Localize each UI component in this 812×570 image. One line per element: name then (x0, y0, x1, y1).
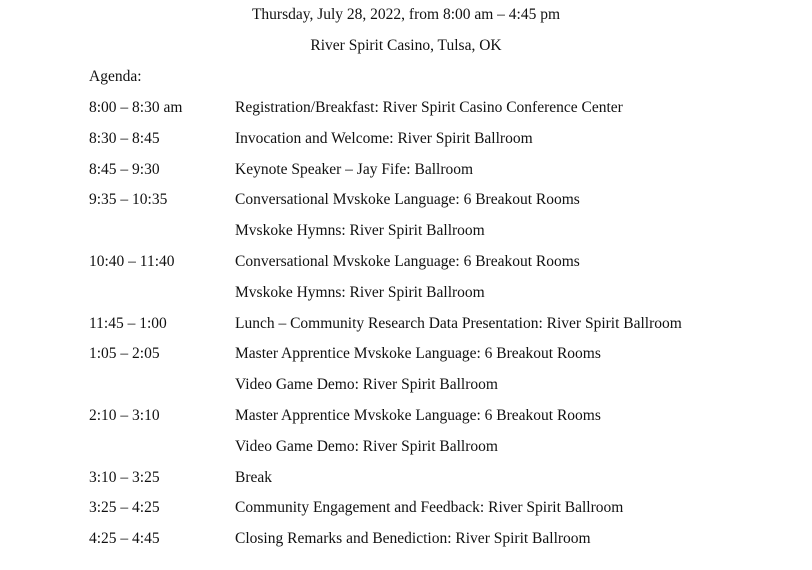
agenda-row (89, 221, 799, 252)
agenda-item: Mvskoke Hymns: River Spirit Ballroom (235, 222, 485, 240)
agenda-item: Lunch – Community Research Data Presentation: River Spirit Ballroom (235, 314, 682, 332)
agenda-item: Conversational Mvskoke Language: 6 Breakout Rooms (235, 191, 580, 209)
event-date-line: Thursday, July 28, 2022, from 8:00 am – 4:45 pm (251, 6, 561, 23)
agenda-row (89, 160, 799, 191)
agenda-time: 2:10 – 3:10 (89, 406, 160, 424)
agenda-time: 10:40 – 11:40 (89, 252, 175, 270)
agenda-item: Registration/Breakfast: River Spirit Casino Conference Center (235, 99, 623, 116)
agenda-row (89, 129, 799, 160)
agenda-time: 8:45 – 9:30 (89, 160, 160, 178)
agenda-row (89, 252, 799, 283)
agenda-row (89, 190, 799, 221)
agenda-row (89, 498, 799, 529)
agenda-item: Video Game Demo: River Spirit Ballroom (235, 437, 498, 455)
agenda-row (89, 437, 799, 468)
agenda-row (89, 406, 799, 437)
agenda-time: 3:10 – 3:25 (89, 468, 160, 486)
agenda-time: 4:25 – 4:45 (89, 530, 160, 548)
agenda-item: Break (235, 468, 273, 486)
agenda-row (89, 529, 799, 560)
agenda-time: 8:30 – 8:45 (89, 129, 160, 147)
agenda-item: Closing Remarks and Benediction: River Spirit Ballroom (235, 530, 591, 548)
agenda-row (89, 468, 799, 499)
agenda-item: Mvskoke Hymns: River Spirit Ballroom (235, 283, 485, 301)
agenda-label: Agenda: (89, 68, 142, 85)
event-venue-line: River Spirit Casino, Tulsa, OK (310, 37, 502, 54)
agenda-row (89, 314, 799, 345)
agenda-item: Keynote Speaker – Jay Fife: Ballroom (235, 160, 474, 178)
agenda-item: Community Engagement and Feedback: River Spirit Ballroom (235, 499, 624, 517)
agenda-time: 9:35 – 10:35 (89, 191, 168, 209)
agenda-row (89, 344, 799, 375)
agenda-item: Conversational Mvskoke Language: 6 Breakout Rooms (235, 252, 580, 270)
agenda-time: 11:45 – 1:00 (89, 314, 167, 332)
agenda-item: Master Apprentice Mvskoke Language: 6 Breakout Rooms (235, 345, 601, 363)
agenda-row (89, 375, 799, 406)
agenda-item: Master Apprentice Mvskoke Language: 6 Breakout Rooms (235, 406, 601, 424)
agenda-item: Video Game Demo: River Spirit Ballroom (235, 376, 498, 394)
agenda-time: 1:05 – 2:05 (89, 345, 160, 363)
agenda-row (89, 98, 799, 129)
agenda-item: Invocation and Welcome: River Spirit Ballroom (235, 129, 533, 147)
agenda-time: 3:25 – 4:25 (89, 499, 160, 517)
agenda-time: 8:00 – 8:30 am (89, 99, 183, 116)
agenda-row (89, 283, 799, 314)
agenda-list (89, 98, 799, 560)
